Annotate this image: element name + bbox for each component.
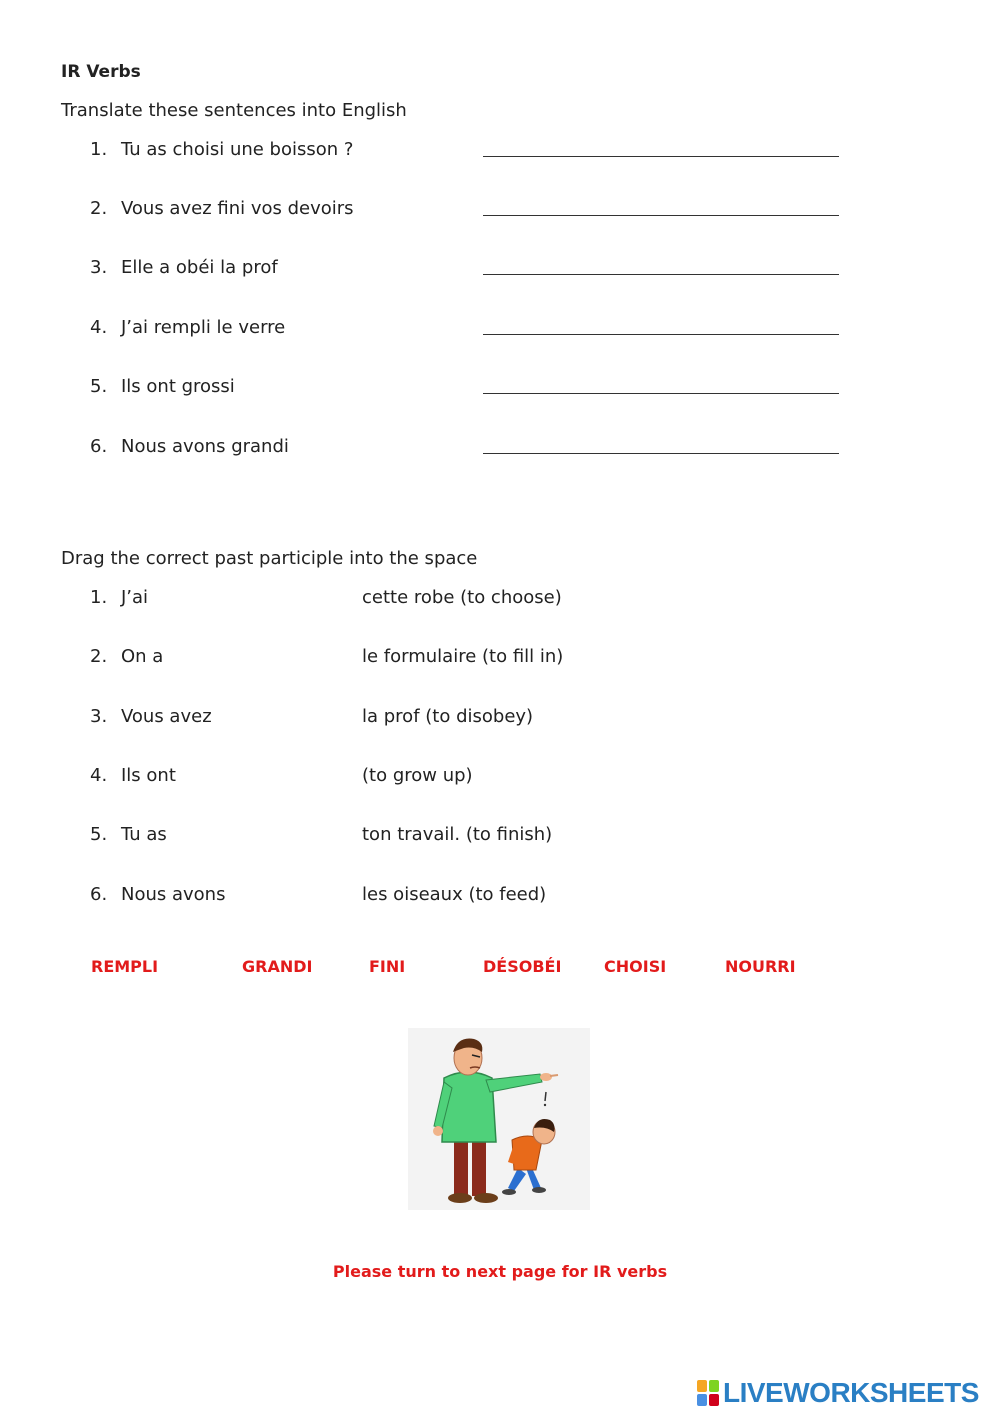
drag-instruction: Drag the correct past participle into the space (61, 548, 478, 569)
scolding-illustration-svg (408, 1028, 590, 1210)
translate-item-text: Ils ont grossi (121, 376, 235, 397)
drag-item-number: 3. (90, 706, 108, 727)
translate-answer-line[interactable] (483, 334, 839, 335)
translate-item-number: 3. (90, 257, 108, 278)
next-page-note: Please turn to next page for IR verbs (332, 1262, 668, 1281)
drag-item-rest: (to grow up) (362, 765, 473, 786)
liveworksheets-logo (697, 1378, 979, 1408)
translate-answer-line[interactable] (483, 215, 839, 216)
drag-item-subject: On a (121, 646, 164, 667)
drag-item-number: 5. (90, 824, 108, 845)
liveworksheets-logo-icon (697, 1380, 719, 1406)
translate-answer-line[interactable] (483, 393, 839, 394)
drag-item-rest: cette robe (to choose) (362, 587, 562, 608)
drag-item-rest: le formulaire (to fill in) (362, 646, 564, 667)
drag-item-subject: Vous avez (121, 706, 212, 727)
translate-item-number: 4. (90, 317, 108, 338)
drag-word-nourri[interactable]: NOURRI (725, 957, 796, 976)
translate-answer-line[interactable] (483, 453, 839, 454)
drag-item-rest: les oiseaux (to feed) (362, 884, 547, 905)
drag-item-subject: Tu as (121, 824, 167, 845)
translate-item-number: 1. (90, 139, 108, 160)
translate-item-text: J’ai rempli le verre (121, 317, 286, 338)
translate-item-number: 5. (90, 376, 108, 397)
liveworksheets-logo-text: LIVEWORKSHEETS (723, 1377, 979, 1408)
drag-item-subject: J’ai (121, 587, 149, 608)
translate-item-text: Nous avons grandi (121, 436, 289, 457)
translate-instruction: Translate these sentences into English (61, 100, 407, 121)
translate-item-number: 2. (90, 198, 108, 219)
drag-item-subject: Ils ont (121, 765, 176, 786)
translate-item-text: Tu as choisi une boisson ? (121, 139, 354, 160)
drag-word-desobei[interactable]: DÉSOBÉI (483, 957, 562, 976)
translate-item-text: Vous avez fini vos devoirs (121, 198, 354, 219)
drag-word-rempli[interactable]: REMPLI (91, 957, 159, 976)
drag-item-number: 4. (90, 765, 108, 786)
translate-answer-line[interactable] (483, 156, 839, 157)
scolding-illustration (408, 1028, 590, 1210)
translate-item-text: Elle a obéi la prof (121, 257, 278, 278)
translate-answer-line[interactable] (483, 274, 839, 275)
drag-item-rest: la prof (to disobey) (362, 706, 534, 727)
drag-word-grandi[interactable]: GRANDI (242, 957, 313, 976)
drag-word-fini[interactable]: FINI (369, 957, 406, 976)
drag-item-number: 2. (90, 646, 108, 667)
drag-word-choisi[interactable]: CHOISI (604, 957, 667, 976)
worksheet-title: IR Verbs (61, 62, 141, 82)
translate-item-number: 6. (90, 436, 108, 457)
drag-item-number: 1. (90, 587, 108, 608)
drag-item-rest: ton travail. (to finish) (362, 824, 553, 845)
drag-item-subject: Nous avons (121, 884, 226, 905)
drag-item-number: 6. (90, 884, 108, 905)
